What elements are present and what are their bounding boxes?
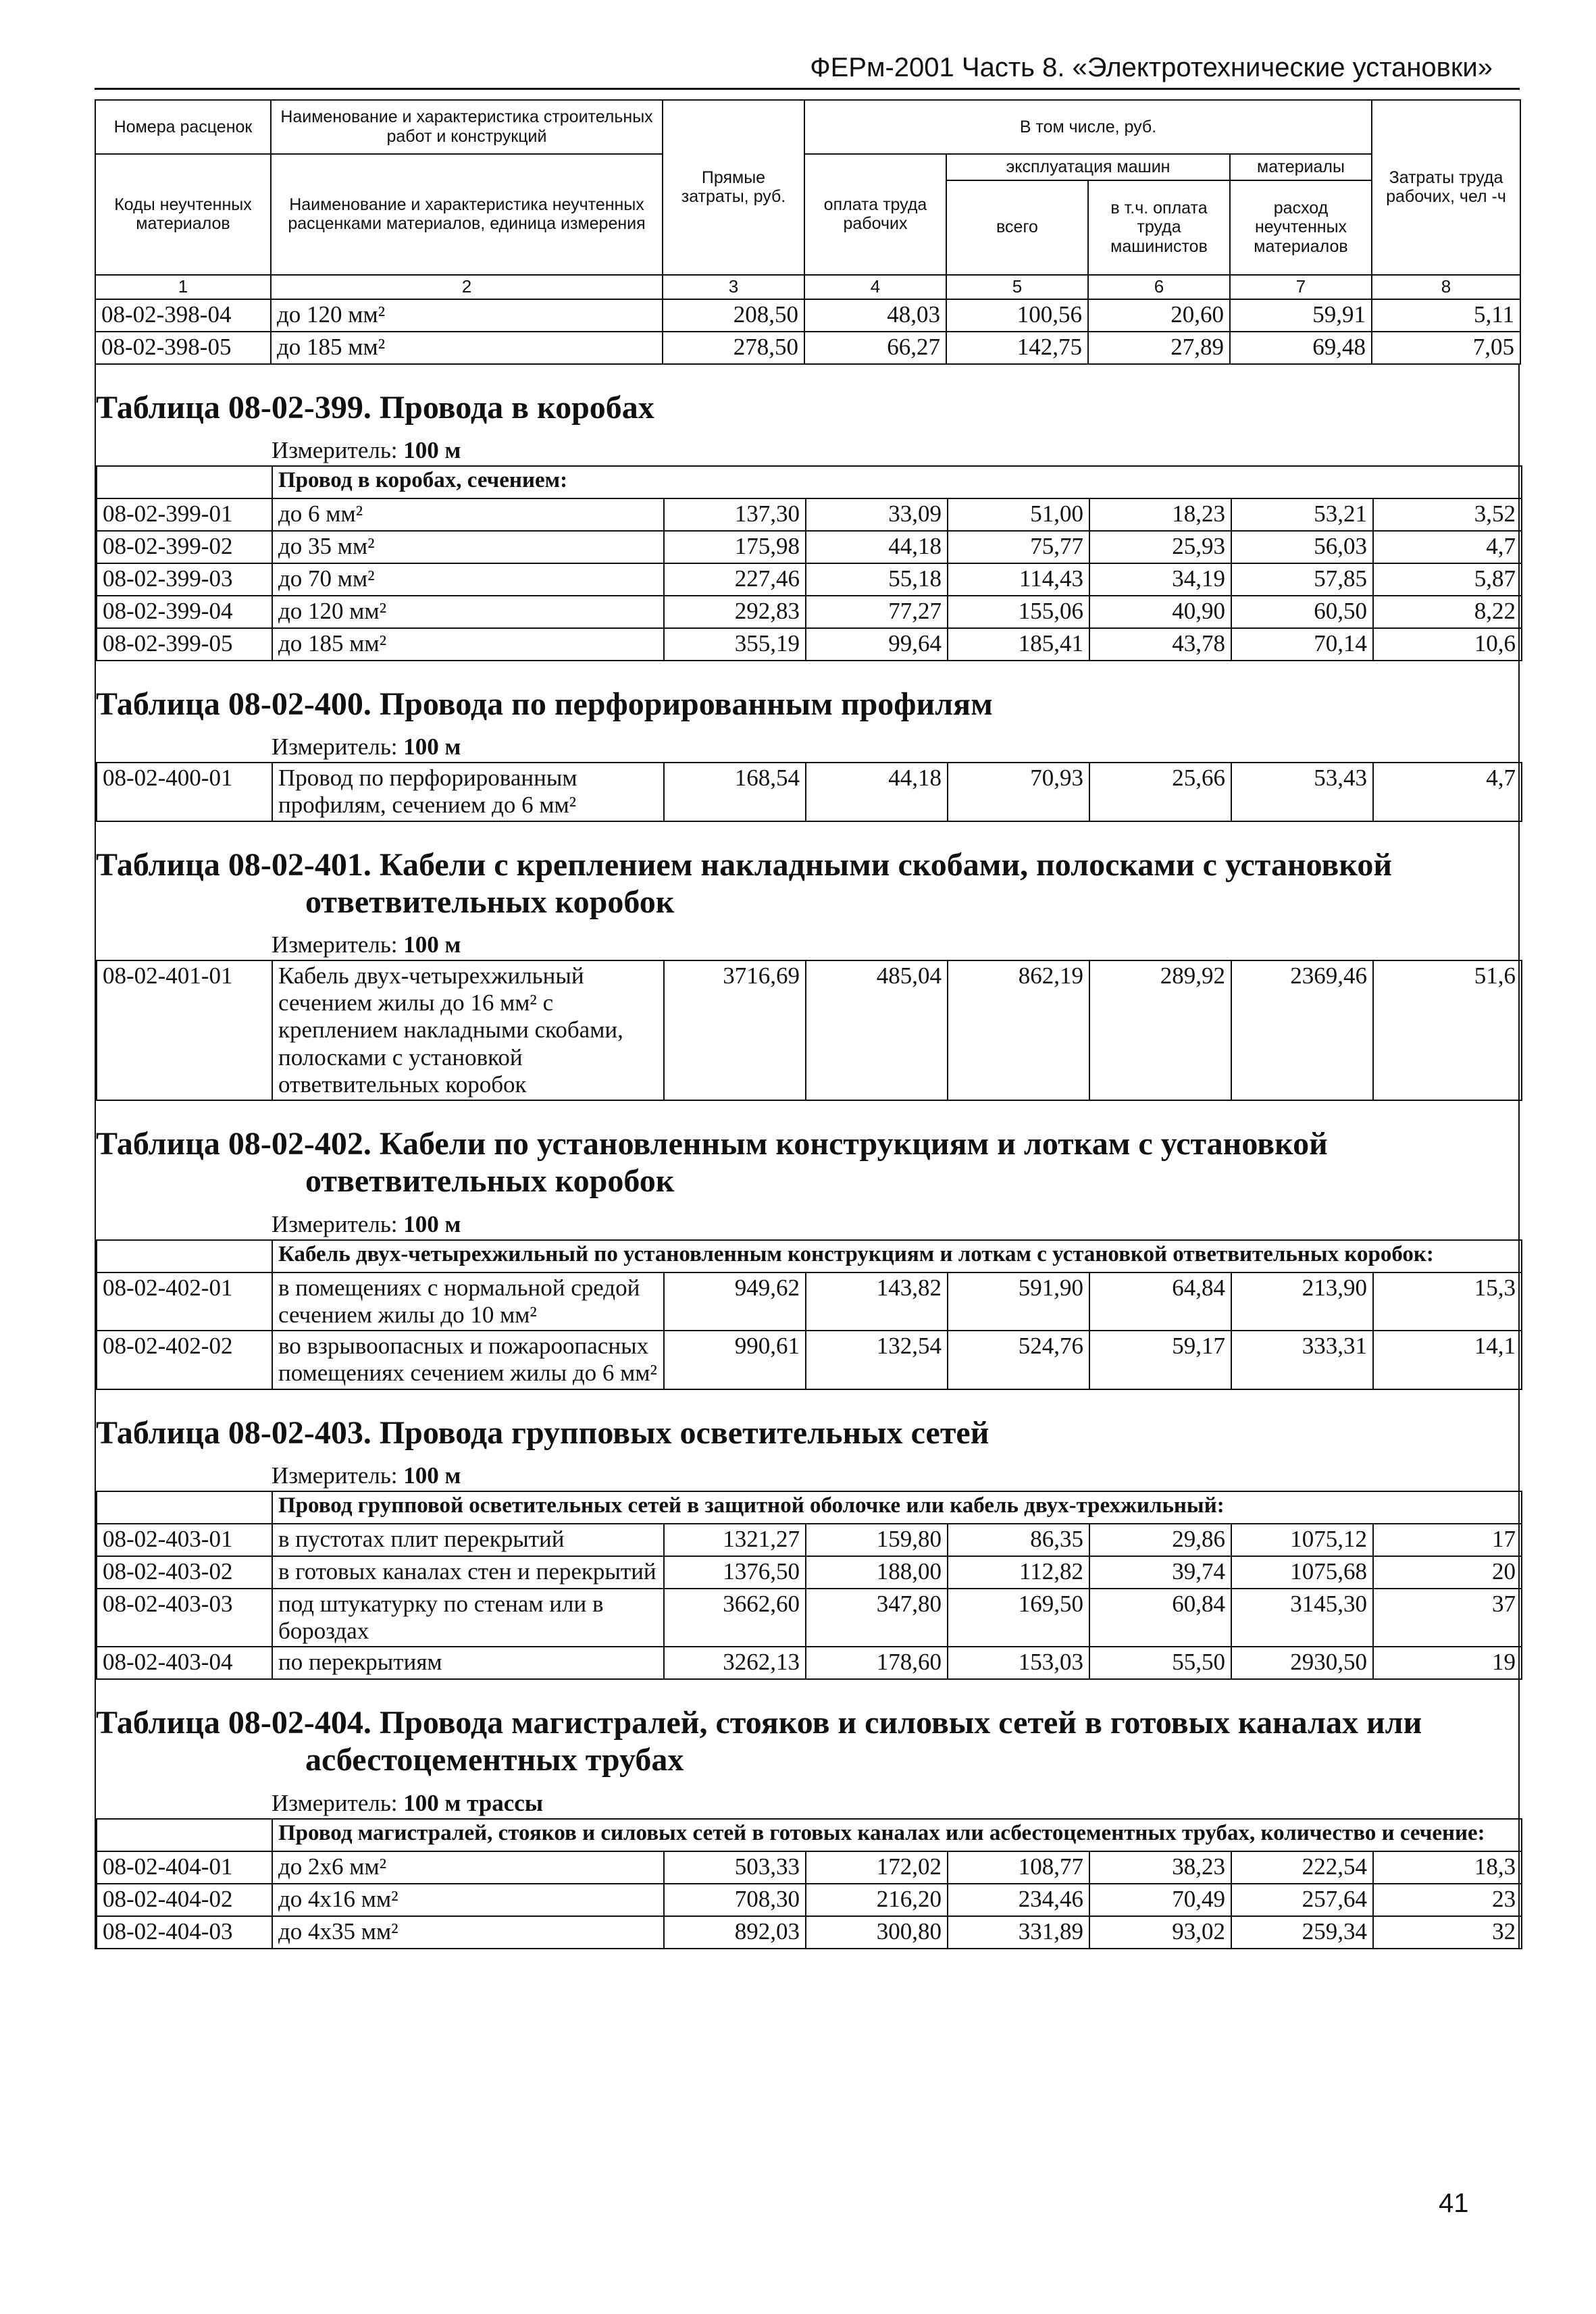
- machines-total: 75,77: [948, 531, 1089, 563]
- group-caption: Провод магистралей, стояков и силовых сетей в готовых каналах или асбестоцементных трубах, количество и сечение:: [272, 1819, 1522, 1851]
- machine-operator-wages: 20,60: [1088, 299, 1230, 332]
- machines-total: 524,76: [948, 1331, 1089, 1389]
- table-row: [97, 563, 1522, 596]
- direct-costs: 168,54: [664, 763, 806, 821]
- labor-wages: 99,64: [806, 628, 948, 661]
- unit-label: Измеритель:: [272, 1789, 398, 1816]
- direct-costs: 355,19: [664, 628, 806, 661]
- table-row: [97, 531, 1522, 563]
- labor-wages: 33,09: [806, 498, 948, 531]
- materials-cost: 1075,68: [1231, 1556, 1373, 1589]
- group-caption-spacer: [97, 1819, 272, 1851]
- unit-line: [96, 732, 1518, 762]
- direct-costs: 892,03: [664, 1916, 806, 1949]
- labor-hours: 14,1: [1373, 1331, 1522, 1389]
- table-section: [96, 1101, 1518, 1389]
- machines-total: 234,46: [948, 1884, 1089, 1916]
- materials-cost: 59,91: [1230, 299, 1372, 332]
- labor-wages: 77,27: [806, 596, 948, 628]
- materials-cost: 53,43: [1231, 763, 1373, 821]
- direct-costs: 990,61: [664, 1331, 806, 1389]
- rates-table: [96, 465, 1522, 661]
- header-machines-label: эксплуатация машин: [946, 154, 1230, 180]
- header-col6: в т.ч. оплата труда машинистов: [1088, 180, 1230, 275]
- machines-total: 169,50: [948, 1589, 1089, 1647]
- labor-hours: 8,22: [1373, 596, 1522, 628]
- header-colnum: 4: [804, 275, 946, 299]
- header-colnum: 6: [1088, 275, 1230, 299]
- header-col5: всего: [946, 180, 1088, 275]
- direct-costs: 1321,27: [664, 1524, 806, 1556]
- materials-cost: 3145,30: [1231, 1589, 1373, 1647]
- sections-container: [95, 365, 1520, 1949]
- group-caption-row: [97, 1491, 1522, 1524]
- rate-code: 08-02-400-01: [97, 763, 272, 821]
- labor-hours: 20: [1373, 1556, 1522, 1589]
- header-col1-top: Номера расценок: [95, 100, 271, 154]
- labor-hours: 3,52: [1373, 498, 1522, 531]
- materials-cost: 60,50: [1231, 596, 1373, 628]
- group-caption-spacer: [97, 466, 272, 498]
- rate-code: 08-02-402-01: [97, 1272, 272, 1331]
- work-description: Кабель двух-четырехжильный сечением жилы до 16 мм² с креплением накладными скобами, полосками с установкой ответвительных коробок: [272, 960, 664, 1100]
- machines-total: 108,77: [948, 1851, 1089, 1884]
- group-caption-row: [97, 1819, 1522, 1851]
- work-description: до 4х16 мм²: [272, 1884, 664, 1916]
- work-description: до 2х6 мм²: [272, 1851, 664, 1884]
- labor-wages: 44,18: [806, 763, 948, 821]
- rate-code: 08-02-403-01: [97, 1524, 272, 1556]
- work-description: до 120 мм²: [272, 596, 664, 628]
- direct-costs: 3262,13: [664, 1647, 806, 1679]
- section-title: Таблица 08-02-399. Провода в коробах: [96, 389, 654, 426]
- materials-cost: 57,85: [1231, 563, 1373, 596]
- direct-costs: 1376,50: [664, 1556, 806, 1589]
- work-description: до 6 мм²: [272, 498, 664, 531]
- machine-operator-wages: 29,86: [1089, 1524, 1231, 1556]
- machines-total: 112,82: [948, 1556, 1089, 1589]
- machines-total: 51,00: [948, 498, 1089, 531]
- machine-operator-wages: 64,84: [1089, 1272, 1231, 1331]
- header-col4: оплата труда рабочих: [804, 154, 946, 275]
- table-row: [97, 628, 1522, 661]
- table-section: [96, 822, 1518, 1102]
- direct-costs: 3716,69: [664, 960, 806, 1100]
- direct-costs: 3662,60: [664, 1589, 806, 1647]
- labor-wages: 485,04: [806, 960, 948, 1100]
- header-colnum: 8: [1372, 275, 1520, 299]
- rates-table: [96, 1818, 1522, 1949]
- machine-operator-wages: 70,49: [1089, 1884, 1231, 1916]
- labor-hours: 23: [1373, 1884, 1522, 1916]
- machines-total: 70,93: [948, 763, 1089, 821]
- machine-operator-wages: 25,66: [1089, 763, 1231, 821]
- machines-total: 86,35: [948, 1524, 1089, 1556]
- direct-costs: 708,30: [664, 1884, 806, 1916]
- header-colnum: 3: [663, 275, 804, 299]
- labor-hours: 51,6: [1373, 960, 1522, 1100]
- labor-hours: 19: [1373, 1647, 1522, 1679]
- direct-costs: 278,50: [663, 332, 804, 364]
- machine-operator-wages: 40,90: [1089, 596, 1231, 628]
- unit-value: 100 м: [403, 1210, 461, 1237]
- table-row: [97, 1916, 1522, 1949]
- table-row: [97, 1589, 1522, 1647]
- labor-hours: 4,7: [1373, 763, 1522, 821]
- materials-cost: 333,31: [1231, 1331, 1373, 1389]
- labor-wages: 66,27: [804, 332, 946, 364]
- table-section: [96, 661, 1518, 822]
- machine-operator-wages: 34,19: [1089, 563, 1231, 596]
- labor-hours: 5,87: [1373, 563, 1522, 596]
- rate-code: 08-02-399-01: [97, 498, 272, 531]
- rate-code: 08-02-399-05: [97, 628, 272, 661]
- labor-wages: 159,80: [806, 1524, 948, 1556]
- group-caption-spacer: [97, 1491, 272, 1524]
- labor-wages: 178,60: [806, 1647, 948, 1679]
- rate-code: 08-02-398-04: [95, 299, 271, 332]
- table-row: [97, 1272, 1522, 1331]
- machines-total: 100,56: [946, 299, 1088, 332]
- header-col7: расход неучтенных материалов: [1230, 180, 1372, 275]
- materials-cost: 56,03: [1231, 531, 1373, 563]
- machine-operator-wages: 38,23: [1089, 1851, 1231, 1884]
- document-page: [95, 47, 1520, 1949]
- work-description: в помещениях с нормальной средой сечением жилы до 10 мм²: [272, 1272, 664, 1331]
- unit-label: Измеритель:: [272, 436, 398, 463]
- unit-line: [96, 1789, 1518, 1818]
- work-description: до 120 мм²: [271, 299, 663, 332]
- work-description: по перекрытиям: [272, 1647, 664, 1679]
- labor-wages: 132,54: [806, 1331, 948, 1389]
- rate-code: 08-02-403-03: [97, 1589, 272, 1647]
- machine-operator-wages: 43,78: [1089, 628, 1231, 661]
- materials-cost: 53,21: [1231, 498, 1373, 531]
- unit-line: [96, 436, 1518, 465]
- work-description: до 70 мм²: [272, 563, 664, 596]
- materials-cost: 2930,50: [1231, 1647, 1373, 1679]
- machines-total: 114,43: [948, 563, 1089, 596]
- group-caption-spacer: [97, 1240, 272, 1272]
- materials-cost: 259,34: [1231, 1916, 1373, 1949]
- labor-hours: 5,11: [1372, 299, 1520, 332]
- table-row: [97, 1884, 1522, 1916]
- unit-value: 100 м трассы: [403, 1789, 544, 1816]
- work-description: до 185 мм²: [272, 628, 664, 661]
- labor-hours: 37: [1373, 1589, 1522, 1647]
- header-group-label: В том числе, руб.: [804, 100, 1372, 154]
- labor-hours: 10,6: [1373, 628, 1522, 661]
- labor-wages: 300,80: [806, 1916, 948, 1949]
- table-section: [96, 1680, 1518, 1949]
- unit-label: Измеритель:: [272, 734, 398, 761]
- materials-cost: 257,64: [1231, 1884, 1373, 1916]
- rate-code: 08-02-398-05: [95, 332, 271, 364]
- table-section: [96, 1390, 1518, 1680]
- page-number: 41: [1439, 2188, 1469, 2218]
- machines-total: 155,06: [948, 596, 1089, 628]
- rate-code: 08-02-402-02: [97, 1331, 272, 1389]
- materials-cost: 213,90: [1231, 1272, 1373, 1331]
- labor-hours: 7,05: [1372, 332, 1520, 364]
- machines-total: 331,89: [948, 1916, 1089, 1949]
- machine-operator-wages: 93,02: [1089, 1916, 1231, 1949]
- section-title: Таблица 08-02-400. Провода по перфорированным профилям: [96, 686, 993, 722]
- machine-operator-wages: 289,92: [1089, 960, 1231, 1100]
- machines-total: 185,41: [948, 628, 1089, 661]
- labor-hours: 15,3: [1373, 1272, 1522, 1331]
- direct-costs: 208,50: [663, 299, 804, 332]
- table-row: [97, 1851, 1522, 1884]
- table-row: [97, 1647, 1522, 1679]
- table-section: [96, 365, 1518, 661]
- header-rule: [95, 88, 1520, 90]
- work-description: во взрывоопасных и пожароопасных помещениях сечением жилы до 6 мм²: [272, 1331, 664, 1389]
- header-table: [95, 99, 1521, 365]
- group-caption-row: [97, 1240, 1522, 1272]
- labor-wages: 347,80: [806, 1589, 948, 1647]
- labor-wages: 172,02: [806, 1851, 948, 1884]
- rate-code: 08-02-399-03: [97, 563, 272, 596]
- continuation-rows: [95, 299, 1520, 364]
- direct-costs: 175,98: [664, 531, 806, 563]
- rate-code: 08-02-403-02: [97, 1556, 272, 1589]
- unit-line: [96, 1461, 1518, 1491]
- unit-value: 100 м: [403, 931, 461, 958]
- work-description: до 4х35 мм²: [272, 1916, 664, 1949]
- header-col2-top: Наименование и характеристика строительных работ и конструкций: [271, 100, 663, 154]
- machines-total: 862,19: [948, 960, 1089, 1100]
- table-row: [95, 332, 1520, 364]
- table-row: [97, 1524, 1522, 1556]
- table-row: [95, 299, 1520, 332]
- rate-code: 08-02-399-02: [97, 531, 272, 563]
- group-caption-row: [97, 466, 1522, 498]
- rate-code: 08-02-401-01: [97, 960, 272, 1100]
- table-row: [97, 960, 1522, 1100]
- header-col3: Прямые затраты, руб.: [663, 100, 804, 275]
- labor-hours: 17: [1373, 1524, 1522, 1556]
- header-colnum: 5: [946, 275, 1088, 299]
- machine-operator-wages: 59,17: [1089, 1331, 1231, 1389]
- labor-wages: 143,82: [806, 1272, 948, 1331]
- work-description: до 35 мм²: [272, 531, 664, 563]
- rates-table: [96, 1239, 1522, 1390]
- machines-total: 142,75: [946, 332, 1088, 364]
- direct-costs: 949,62: [664, 1272, 806, 1331]
- rate-code: 08-02-404-03: [97, 1916, 272, 1949]
- rate-code: 08-02-404-01: [97, 1851, 272, 1884]
- rates-table: [96, 960, 1522, 1101]
- header-colnum: 2: [271, 275, 663, 299]
- section-title: Таблица 08-02-404. Провода магистралей, стояков и силовых сетей в готовых каналах или асбестоцементных трубах: [96, 1705, 1422, 1778]
- rates-table: [96, 1491, 1522, 1680]
- materials-cost: 222,54: [1231, 1851, 1373, 1884]
- section-title: Таблица 08-02-403. Провода групповых осветительных сетей: [96, 1414, 989, 1451]
- work-description: Провод по перфорированным профилям, сечением до 6 мм²: [272, 763, 664, 821]
- unit-label: Измеритель:: [272, 1210, 398, 1237]
- machine-operator-wages: 25,93: [1089, 531, 1231, 563]
- rate-code: 08-02-403-04: [97, 1647, 272, 1679]
- table-row: [97, 596, 1522, 628]
- labor-wages: 216,20: [806, 1884, 948, 1916]
- group-caption: Провод в коробах, сечением:: [272, 466, 1522, 498]
- table-row: [97, 1556, 1522, 1589]
- header-col2-bottom: Наименование и характеристика неучтенных расценками материалов, единица измерения: [271, 154, 663, 275]
- machines-total: 153,03: [948, 1647, 1089, 1679]
- machine-operator-wages: 18,23: [1089, 498, 1231, 531]
- unit-line: [96, 1210, 1518, 1239]
- machine-operator-wages: 60,84: [1089, 1589, 1231, 1647]
- labor-hours: 4,7: [1373, 531, 1522, 563]
- rate-code: 08-02-404-02: [97, 1884, 272, 1916]
- section-title: Таблица 08-02-401. Кабели с креплением накладными скобами, полосками с установкой ответвительных коробок: [96, 846, 1393, 920]
- materials-cost: 69,48: [1230, 332, 1372, 364]
- work-description: под штукатурку по стенам или в бороздах: [272, 1589, 664, 1647]
- rates-table: [96, 762, 1522, 822]
- machine-operator-wages: 27,89: [1088, 332, 1230, 364]
- direct-costs: 503,33: [664, 1851, 806, 1884]
- materials-cost: 2369,46: [1231, 960, 1373, 1100]
- running-header: ФЕРм-2001 Часть 8. «Электротехнические установки»: [810, 53, 1493, 82]
- unit-value: 100 м: [403, 734, 461, 761]
- header-col1-bottom: Коды неучтенных материалов: [95, 154, 271, 275]
- labor-wages: 44,18: [806, 531, 948, 563]
- table-row: [97, 1331, 1522, 1389]
- header-colnum: 7: [1230, 275, 1372, 299]
- labor-wages: 48,03: [804, 299, 946, 332]
- table-row: [97, 498, 1522, 531]
- work-description: в пустотах плит перекрытий: [272, 1524, 664, 1556]
- direct-costs: 137,30: [664, 498, 806, 531]
- machine-operator-wages: 39,74: [1089, 1556, 1231, 1589]
- materials-cost: 1075,12: [1231, 1524, 1373, 1556]
- labor-wages: 55,18: [806, 563, 948, 596]
- machine-operator-wages: 55,50: [1089, 1647, 1231, 1679]
- labor-wages: 188,00: [806, 1556, 948, 1589]
- rate-code: 08-02-399-04: [97, 596, 272, 628]
- machines-total: 591,90: [948, 1272, 1089, 1331]
- header-col8: Затраты труда рабочих, чел -ч: [1372, 100, 1520, 275]
- labor-hours: 32: [1373, 1916, 1522, 1949]
- unit-line: [96, 930, 1518, 960]
- header-materials-label: материалы: [1230, 154, 1372, 180]
- group-caption: Кабель двух-четырехжильный по установленным конструкциям и лоткам с установкой ответвительных коробок:: [272, 1240, 1522, 1272]
- unit-label: Измеритель:: [272, 1462, 398, 1489]
- unit-value: 100 м: [403, 1462, 461, 1489]
- labor-hours: 18,3: [1373, 1851, 1522, 1884]
- section-title: Таблица 08-02-402. Кабели по установленным конструкциям и лоткам с установкой ответвительных коробок: [96, 1126, 1328, 1200]
- work-description: в готовых каналах стен и перекрытий: [272, 1556, 664, 1589]
- unit-value: 100 м: [403, 436, 461, 463]
- direct-costs: 292,83: [664, 596, 806, 628]
- header-colnum: 1: [95, 275, 271, 299]
- materials-cost: 70,14: [1231, 628, 1373, 661]
- table-row: [97, 763, 1522, 821]
- group-caption: Провод групповой осветительных сетей в защитной оболочке или кабель двух-трехжильный:: [272, 1491, 1522, 1524]
- direct-costs: 227,46: [664, 563, 806, 596]
- work-description: до 185 мм²: [271, 332, 663, 364]
- unit-label: Измеритель:: [272, 931, 398, 958]
